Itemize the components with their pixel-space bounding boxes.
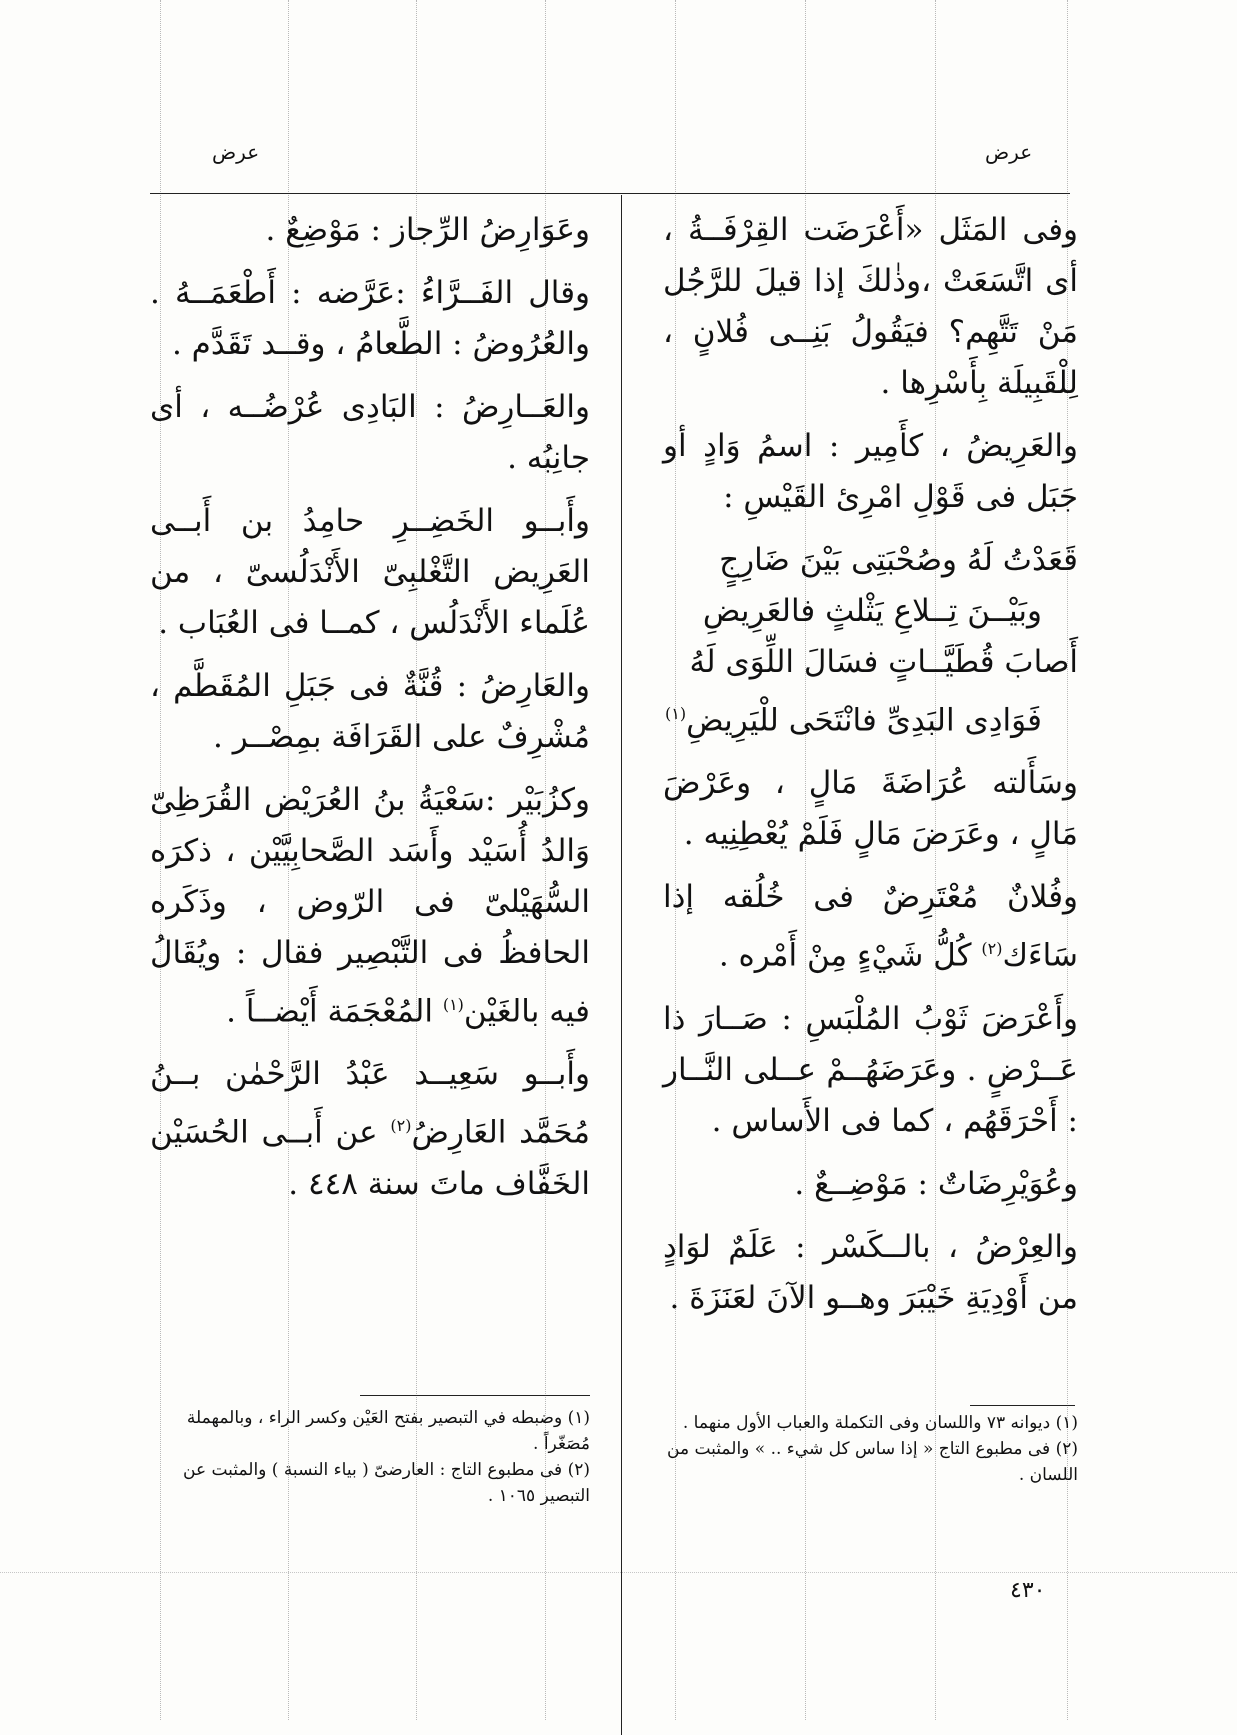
verse-text: فَوَادِى البَدِىِّ فانْتَحَى للْيَرِيضِ <box>686 702 1042 739</box>
footnote-ref: (٢) <box>390 1116 412 1136</box>
right-column <box>663 205 1078 1336</box>
verse-line <box>663 688 1078 746</box>
paragraph-text: المُعْجَمَة أَيْضــاً . <box>226 993 433 1030</box>
paragraph: والعَرِيضُ ، كأَمِير : اسمُ وَادٍ أو جَبَل فى قَوْلِ امْرِئ القَيْسِ : <box>663 428 1078 515</box>
paragraph: وأَعْرَضَ ثَوْبُ المُلْبَسِ : صَــارَ ذا عَــرْضٍ . وعَرَضَهُــمْ عــلى النَّــار : أَحْرَقَهُم ، كما فى الأَساس . <box>663 1000 1078 1139</box>
footnote: (٢) فى مطبوع التاج « إذا ساس كل شيء .. » والمثبت من اللسان . <box>667 1439 1078 1485</box>
paragraph <box>150 775 590 1037</box>
paragraph: وأَبــو الخَضِــرِ حامِدُ بن أَبــى العَرِيض التَّغْلبِىّ الأَنْدَلُسىّ ، من عُلَماء الأَنْدَلُس ، كمــا فى العُبَاب . <box>150 503 590 641</box>
verse-line: وبَيْــنَ تِــلاعِ يَثْلثٍ فالعَرِيضِ <box>702 593 1042 629</box>
guide-line <box>0 1572 1237 1573</box>
footnote-ref: (١) <box>442 995 464 1014</box>
footnote-rule <box>360 1395 590 1396</box>
footnotes-left <box>150 1405 590 1509</box>
running-header-right: عرض <box>985 140 1033 164</box>
paragraph: وقال الفَــرَّاءُ :عَرَّضه : أَطْعَمَــهُ . والعُرُوضُ : الطَّعامُ ، وقــد تَقَدَّم . <box>150 275 590 362</box>
paragraph <box>150 1049 590 1209</box>
paragraph-text: عن أَبــى الحُسَيْن الخَفَّاف ماتَ سنة ٤٤٨ . <box>150 1114 590 1202</box>
paragraph: وعُوَيْرِضَاتٌ : مَوْضِــعٌ . <box>794 1165 1078 1202</box>
poem-verse <box>663 535 1078 746</box>
footnote-rule <box>970 1405 1075 1406</box>
footnotes-right <box>663 1410 1078 1488</box>
paragraph: وفى المَثَل «أَعْرَضَت القِرْفَــةُ ، أى اتَّسَعَتْ ،وذٰلكَ إذا قيلَ للرَّجُل مَنْ تَتَّهِم؟ فيَقُولُ بَنِــى فُلانٍ ، لِلْقَبِيلَة بِأَسْرِها . <box>663 212 1078 401</box>
paragraph: والعِرْضُ ، بالــكَسْر : عَلَمٌ لوَادٍ من أَوْدِيَةِ خَيْبَرَ وهــو الآنَ لعَنَزَةَ . <box>663 1228 1078 1316</box>
header-rule <box>150 193 1070 194</box>
footnote-ref: (٢) <box>981 939 1003 959</box>
column-separator <box>621 195 622 1735</box>
paragraph: والعَارِضُ : قُنَّةٌ فى جَبَلِ المُقَطَّم ، مُشْرِفٌ على القَرَافَة بمِصْــر . <box>150 668 590 755</box>
page-number: ٤٣٠ <box>1010 1578 1046 1603</box>
left-column <box>150 205 590 1222</box>
paragraph <box>663 872 1078 981</box>
running-header-left: عرض <box>212 140 260 164</box>
verse-line: قَعَدْتُ لَهُ وصُحْبَتِى بَيْنَ ضَارِجٍ <box>719 542 1078 578</box>
paragraph: والعَــارِضُ : البَادِى عُرْضُــه ، أى جانِبُه . <box>150 389 590 476</box>
footnote-ref: (١) <box>665 704 687 723</box>
footnote: (٢) فى مطبوع التاج : العارضىّ ( بياء النسبة ) والمثبت عن التبصير ١٠٦٥ . <box>183 1460 590 1506</box>
paragraph-text: وفُلانٌ مُعْتَرِضٌ فى خُلُقه إذا سَاءَك <box>663 879 1078 974</box>
paragraph-text: وأَبــو سَعِيــد عَبْدُ الرَّحْمٰن بــنُ مُحَمَّد العَارِضُ <box>150 1056 590 1151</box>
verse-line: أَصابَ قُطَيَّــاتٍ فسَالَ اللِّوَى لَهُ <box>689 644 1078 680</box>
paragraph: وعَوَارِضُ الرِّجاز : مَوْضِعٌ . <box>265 212 590 248</box>
paragraph-text: كُلُّ شَيْءٍ مِنْ أَمْره . <box>718 937 972 974</box>
footnote: (١) وضبطه في التبصير بفتح العَيْن وكسر الراء ، وبالمهملة مُصَغّراً . <box>186 1408 590 1454</box>
paragraph: وسَأَلته عُرَاضَةَ مَالٍ ، وعَرْضَ مَالٍ ، وعَرَضَ مَالٍ فَلَمْ يُعْطِنِيه . <box>663 765 1078 853</box>
footnote: (١) ديوانه ٧٣ واللسان وفى التكملة والعباب الأول منهما . <box>682 1413 1078 1433</box>
paragraph-text: وكزُبَيْر :سَعْيَةُ بنُ العُرَيْض القُرَظِىّ وَالدُ أُسَيْد وأَسَد الصَّحابِيَّيْن ، ذكرَه السُّهَيْلىّ فى الرّوض ، وذَكَره الحافظُ فى التَّبْصِير فقال : ويُقَالُ فيه بالغَيْن <box>150 782 590 1030</box>
